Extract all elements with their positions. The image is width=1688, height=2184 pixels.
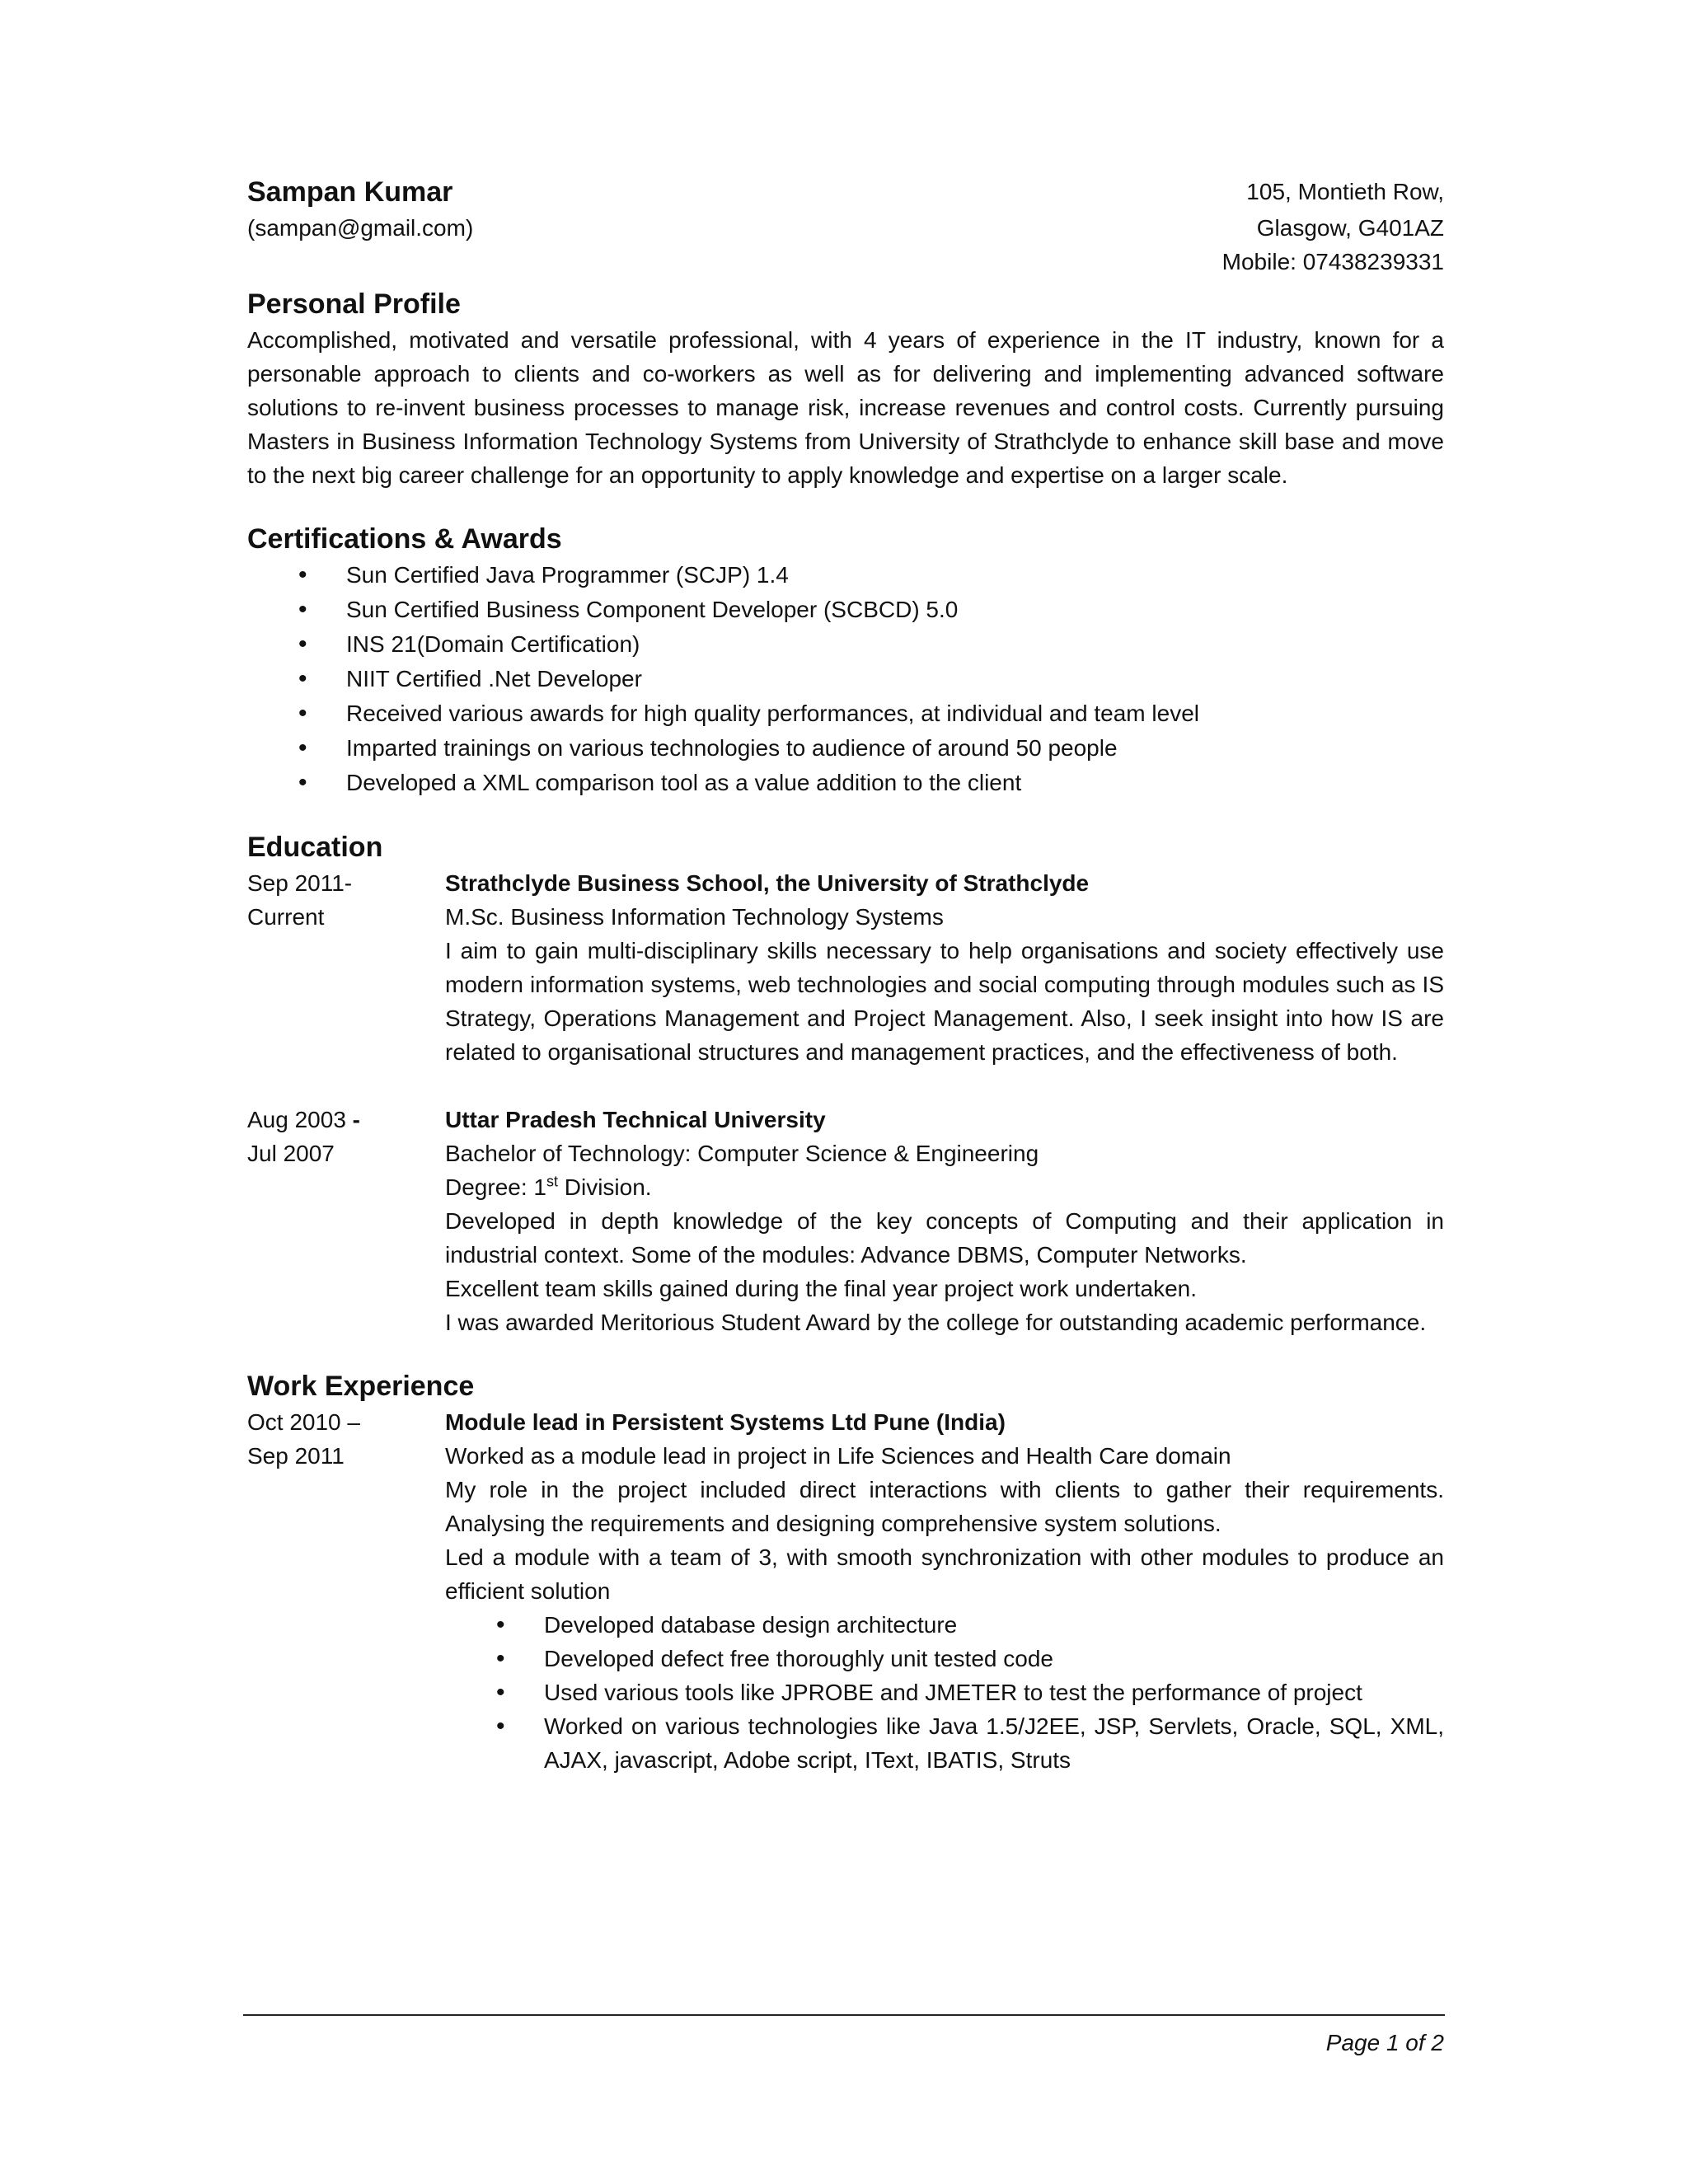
certifications-heading: Certifications & Awards	[247, 523, 562, 555]
education-entry	[247, 866, 1444, 1069]
education-description: Excellent team skills gained during the final year project work undertaken.	[445, 1276, 1198, 1301]
entry-dates	[247, 866, 445, 1069]
contact-left	[247, 173, 473, 279]
resume-header	[247, 173, 1444, 279]
degree-name: M.Sc. Business Information Technology Systems	[445, 904, 944, 930]
profile-text: Accomplished, motivated and versatile professional, with 4 years of experience in the IT industry, known for a personable approach to clients and co-workers as well as for delivering and implementing advanced software solutions to re-invent business processes to manage risk, increase revenues and control costs. Currently pursuing Masters in Business Information Technology Systems from University of Strathclyde to enhance skill base and move to the next big career challenge for an opportunity to apply knowledge and expertise on a larger scale.	[247, 327, 1444, 488]
work-description: Worked as a module lead in project in Life Sciences and Health Care domain	[445, 1443, 1231, 1469]
entry-dates	[247, 1405, 445, 1777]
certifications-list	[247, 558, 1444, 800]
education-section	[247, 828, 1444, 1339]
education-entry	[247, 1103, 1444, 1339]
list-item: • Received various awards for high quality performances, at individual and team level	[247, 696, 1444, 731]
list-item: • Sun Certified Java Programmer (SCJP) 1.4	[247, 558, 1444, 593]
work-heading: Work Experience	[247, 1371, 475, 1402]
page-number: Page 1 of 2	[1325, 2030, 1444, 2055]
entry-body	[445, 1405, 1444, 1777]
list-item: • NIIT Certified .Net Developer	[247, 662, 1444, 696]
candidate-name: Sampan Kumar	[247, 176, 453, 208]
job-role: Module lead in Persistent Systems Ltd Pune (India)	[445, 1409, 1006, 1435]
work-bullet-list	[445, 1608, 1444, 1777]
date-end: Sep 2011	[247, 1443, 345, 1469]
address-line-2: Glasgow, G401AZ	[1256, 215, 1444, 241]
work-entry	[247, 1405, 1444, 1777]
list-item: • Developed defect free thoroughly unit tested code	[445, 1642, 1444, 1675]
work-description: Led a module with a team of 3, with smooth synchronization with other modules to produce an efficient solution	[445, 1544, 1444, 1604]
entry-dates	[247, 1103, 445, 1339]
entry-body	[445, 1103, 1444, 1339]
footer-divider	[243, 2014, 1445, 2016]
address-line-1: 105, Montieth Row,	[1246, 179, 1444, 204]
certifications-section	[247, 520, 1444, 800]
degree-division: Degree: 1st Division.	[445, 1173, 652, 1200]
list-item: • Worked on various technologies like Java 1.5/J2EE, JSP, Servlets, Oracle, SQL, XML, AJAX, javascript, Adobe script, IText, IBATIS, Struts	[445, 1709, 1444, 1777]
education-description: I was awarded Meritorious Student Award by the college for outstanding academic performance.	[445, 1310, 1427, 1335]
education-heading: Education	[247, 832, 383, 863]
list-item: • Used various tools like JPROBE and JMETER to test the performance of project	[445, 1675, 1444, 1709]
list-item: • Imparted trainings on various technologies to audience of around 50 people	[247, 731, 1444, 766]
candidate-email: (sampan@gmail.com)	[247, 215, 474, 241]
date-start: Sep 2011-	[247, 870, 353, 896]
resume-page	[247, 173, 1444, 1777]
list-item: • Developed database design architecture	[445, 1608, 1444, 1642]
date-end: Jul 2007	[247, 1141, 335, 1166]
work-section	[247, 1367, 1444, 1777]
list-item: • INS 21(Domain Certification)	[247, 627, 1444, 662]
institution-name: Uttar Pradesh Technical University	[445, 1107, 826, 1132]
profile-section	[247, 285, 1444, 492]
work-description: My role in the project included direct interactions with clients to gather their requirements. Analysing the requirements and designing comprehensive system solutions.	[445, 1477, 1444, 1536]
date-start: Oct 2010 –	[247, 1409, 360, 1435]
education-description: Developed in depth knowledge of the key concepts of Computing and their application in industrial context. Some of the modules: Advance DBMS, Computer Networks.	[445, 1208, 1444, 1268]
date-end: Current	[247, 904, 325, 930]
institution-name: Strathclyde Business School, the University of Strathclyde	[445, 870, 1090, 896]
profile-heading: Personal Profile	[247, 288, 461, 320]
contact-address	[1222, 173, 1444, 279]
entry-body	[445, 866, 1444, 1069]
education-description: I aim to gain multi-disciplinary skills necessary to help organisations and society effectively use modern information systems, web technologies and social computing through modules such as IS Strategy, Operations Management and Project Management. Also, I seek insight into how IS are related to organisational structures and management practices, and the effectiveness of both.	[445, 938, 1444, 1065]
date-start: Aug 2003 -	[247, 1107, 360, 1132]
list-item: • Sun Certified Business Component Developer (SCBCD) 5.0	[247, 593, 1444, 627]
list-item: • Developed a XML comparison tool as a value addition to the client	[247, 766, 1444, 800]
mobile-number: Mobile: 07438239331	[1221, 249, 1444, 274]
degree-name: Bachelor of Technology: Computer Science & Engineering	[445, 1141, 1039, 1166]
